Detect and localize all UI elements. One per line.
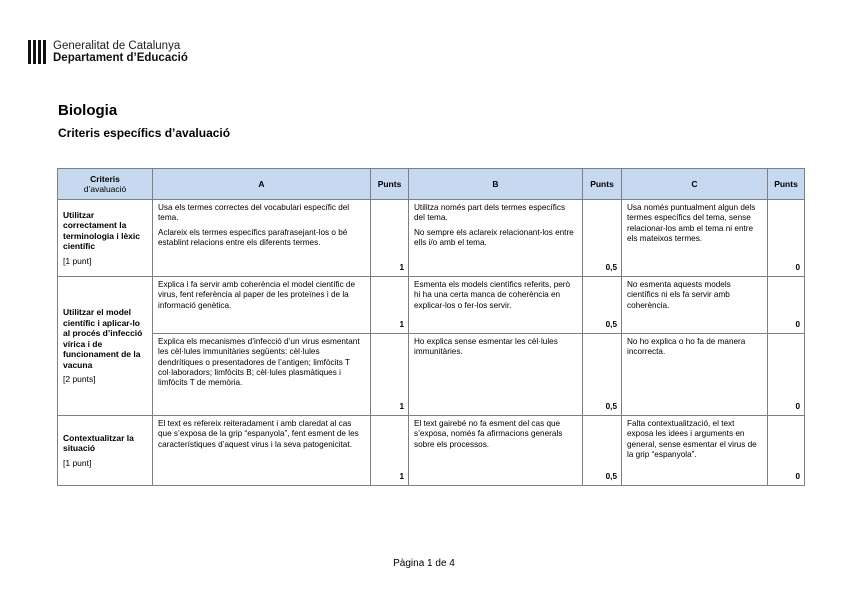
header-b: B — [409, 169, 583, 200]
header-a: A — [153, 169, 371, 200]
score-a: 1 — [371, 334, 409, 416]
level-a-cell: El text es refereix reiteradament i amb claredat al cas que s’exposa de la grip “espanyola”, fent esment de les característiques d’aquest virus i la seva patogenicitat. — [153, 416, 371, 486]
score-c: 0 — [768, 200, 805, 277]
header-points-b: Punts — [583, 169, 622, 200]
score-a: 1 — [371, 277, 409, 334]
criterion-points: [1 punt] — [63, 457, 92, 468]
table-row — [58, 334, 805, 416]
level-b-cell: Utilitza només part dels termes específics del tema. No sempre els aclareix relacionant-los entre ells i/o amb el tema. — [409, 200, 583, 277]
criterion-cell: Contextualitzar la situació [1 punt] — [58, 416, 153, 486]
header-c: C — [622, 169, 768, 200]
criterion-points: [2 punts] — [63, 374, 96, 385]
logo-line-1: Generalitat de Catalunya — [53, 40, 181, 52]
page-number: Pàgina 1 de 4 — [393, 558, 455, 569]
criterion-cell: Utilitzar correctament la terminologia i lèxic científic [1 punt] — [58, 200, 153, 277]
score-a: 1 — [371, 200, 409, 277]
document-subtitle: Criteris específics d’avaluació — [58, 126, 231, 140]
level-b-cell: El text gairebé no fa esment del cas que s’exposa, només fa afirmacions generals sobre els processos. — [409, 416, 583, 486]
level-c-cell: No ho explica o ho fa de manera incorrecta. — [622, 334, 768, 416]
level-a-cell: Explica i fa servir amb coherència el model científic de virus, fent referència al paper de les proteïnes i de la informació genètica. — [153, 277, 371, 334]
header-points-c: Punts — [768, 169, 805, 200]
header-criteria: Criteris d’avaluació — [58, 169, 153, 200]
level-c-cell: Usa només puntualment algun dels termes específics del tema, sense relacionar-los amb el tema ni entre els mateixos termes. — [622, 200, 768, 277]
level-b-cell: Ho explica sense esmentar les cèl·lules immunitàries. — [409, 334, 583, 416]
score-c: 0 — [768, 416, 805, 486]
generalitat-emblem-icon — [28, 40, 48, 64]
table-row — [58, 416, 805, 486]
score-b: 0,5 — [583, 334, 622, 416]
score-b: 0,5 — [583, 277, 622, 334]
document-title: Biologia — [58, 102, 118, 119]
level-a-cell: Explica els mecanismes d’infecció d’un virus esmentant les cèl·lules immunitàries següents: cèl·lules dendrítiques o presentadores de l’antigen; limfòcits T col·laboradors; limfòcits B; cèl·lules plasmàtiques i limfòcits T de memòria. — [153, 334, 371, 416]
table-row — [58, 200, 805, 277]
criterion-cell: Utilitzar el model científic i aplicar-lo al procés d’infecció vírica i de funcionament de la vacuna [2 punts] — [58, 277, 153, 416]
generalitat-logo — [28, 40, 188, 64]
header-points-a: Punts — [371, 169, 409, 200]
level-c-cell: Falta contextualització, el text exposa les idees i arguments en general, sense esmentar el virus de la grip “espanyola”. — [622, 416, 768, 486]
table-row — [58, 277, 805, 334]
criteria-table — [57, 168, 805, 486]
score-b: 0,5 — [583, 416, 622, 486]
level-b-cell: Esmenta els models científics referits, però hi ha una certa manca de coherència en explicar-los o fer-los servir. — [409, 277, 583, 334]
score-c: 0 — [768, 334, 805, 416]
score-c: 0 — [768, 277, 805, 334]
score-a: 1 — [371, 416, 409, 486]
logo-line-2: Departament d’Educació — [53, 52, 188, 64]
table-header-row — [58, 169, 805, 200]
criterion-points: [1 punt] — [63, 255, 92, 266]
level-a-cell: Usa els termes correctes del vocabulari específic del tema. Aclareix els termes específics parafrasejant-los o bé establint relacions entre els diferents termes. — [153, 200, 371, 277]
score-b: 0,5 — [583, 200, 622, 277]
level-c-cell: No esmenta aquests models científics ni els fa servir amb coherència. — [622, 277, 768, 334]
